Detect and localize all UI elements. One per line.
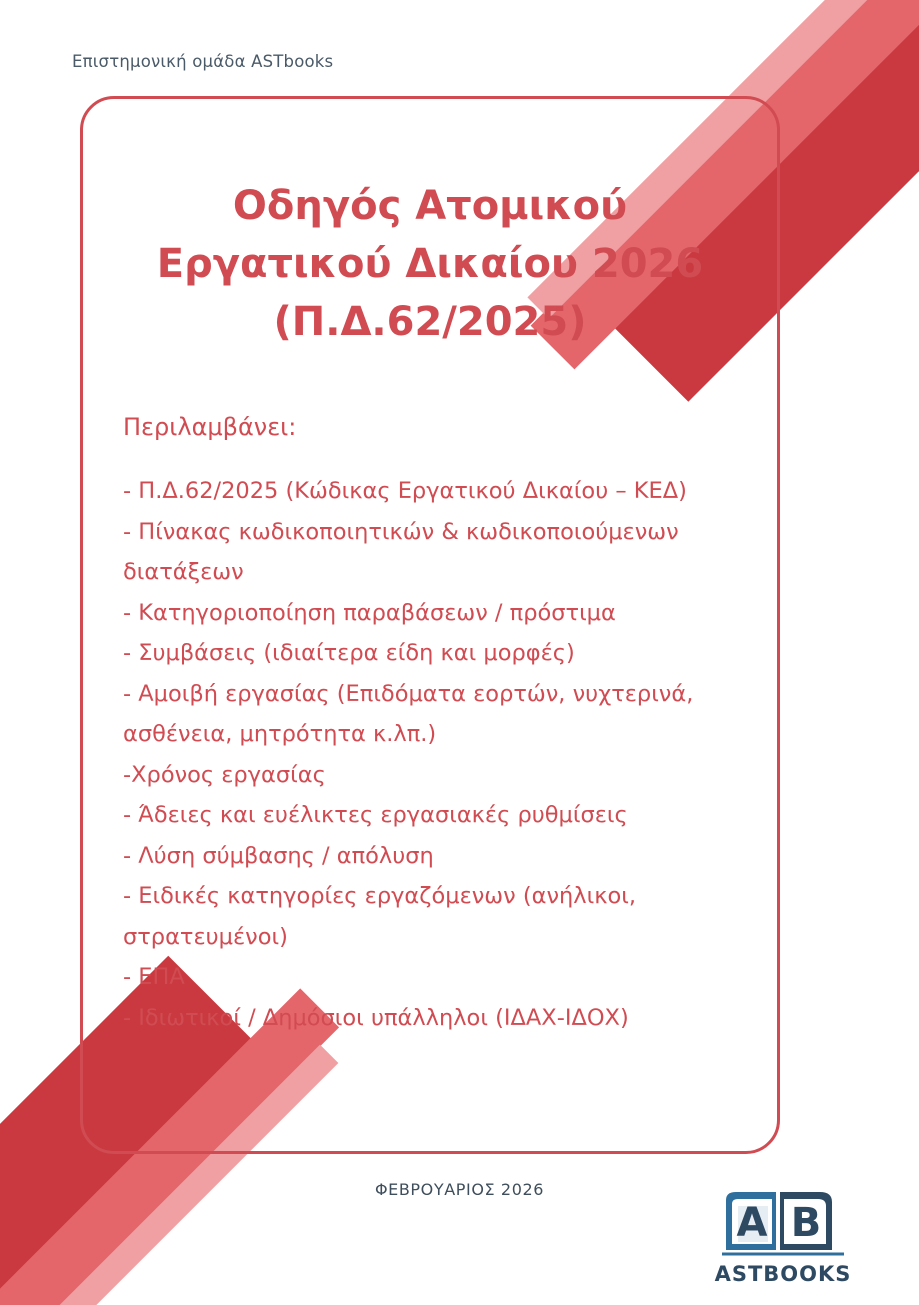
list-item: - Αμοιβή εργασίας (Επιδόματα εορτών, νυχτερινά, ασθένεια, μητρότητα κ.λπ.) (123, 680, 694, 747)
page-title (129, 177, 731, 351)
list-item: - Ιδιωτικοί / Δημόσιοι υπάλληλοι (ΙΔΑΧ-ΙΔΟΧ) (123, 1004, 629, 1031)
list-item: - Λύση σύμβασης / απόλυση (123, 842, 434, 869)
list-item: - Π.Δ.62/2025 (Κώδικας Εργατικού Δικαίου – ΚΕΔ) (123, 478, 687, 504)
astbooks-logo-text: ASTBOOKS (714, 1262, 852, 1286)
list-item: - Ειδικές κατηγορίες εργαζόμενων (ανήλικοι, στρατευμένοι) (123, 883, 637, 950)
svg-text:A: A (736, 1200, 768, 1246)
contents-list (123, 471, 745, 1038)
svg-text:B: B (790, 1200, 822, 1246)
list-item: -Χρόνος εργασίας (123, 761, 326, 788)
list-item: - Κατηγοριοποίηση παραβάσεων / πρόστιμα (123, 599, 616, 626)
author-line: Επιστημονική ομάδα ASTbooks (72, 52, 334, 71)
list-item: - Πίνακας κωδικοποιητικών & κωδικοποιούμενων διατάξεων (123, 518, 679, 585)
list-item: - ΕΠΑ (123, 964, 185, 990)
title-line-3: (Π.Δ.62/2025) (273, 299, 587, 345)
publication-date: ΦΕΒΡΟΥΑΡΙΟΣ 2026 (374, 1180, 545, 1199)
list-item: - Άδειες και ευέλικτες εργασιακές ρυθμίσεις (123, 802, 628, 828)
list-item: - Συμβάσεις (ιδιαίτερα είδη και μορφές) (123, 640, 575, 666)
astbooks-logo (693, 1180, 873, 1286)
title-line-2: Εργατικού Δικαίου 2026 (156, 241, 704, 287)
astbooks-logo-icon (718, 1180, 848, 1258)
title-line-1: Οδηγός Ατομικού (232, 183, 628, 229)
includes-label: Περιλαμβάνει: (123, 413, 297, 441)
content-card (80, 96, 780, 1154)
